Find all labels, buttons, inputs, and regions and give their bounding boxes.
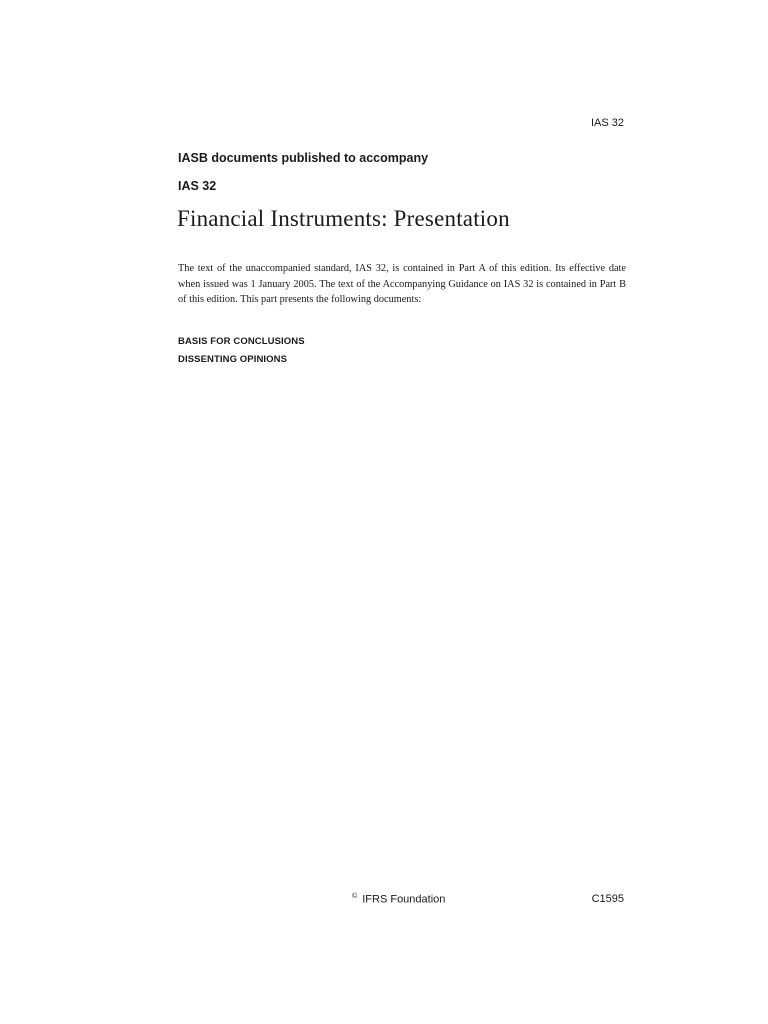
page-title: Financial Instruments: Presentation bbox=[177, 206, 510, 231]
copyright-symbol: © bbox=[352, 893, 358, 900]
running-head: IAS 32 bbox=[590, 117, 624, 129]
copyright-text: IFRS Foundation bbox=[362, 893, 446, 906]
intro-line: IASB documents published to accompany bbox=[178, 151, 429, 165]
footer-copyright bbox=[352, 893, 445, 906]
standard-code: IAS 32 bbox=[178, 179, 217, 193]
list-item-basis-for-conclusions: BASIS FOR CONCLUSIONS bbox=[178, 336, 305, 347]
documents-list bbox=[178, 333, 305, 369]
page-number: C1595 bbox=[591, 893, 624, 905]
body-paragraph: The text of the unaccompanied standard, IAS 32, is contained in Part A of this edition. Its effective date when issued was 1 January 2005. The text of the Accompanying Guidance on IAS 32 is contained in Part B of this edition. This part presents the following documents: bbox=[178, 263, 626, 305]
list-item-dissenting-opinions: DISSENTING OPINIONS bbox=[178, 354, 288, 365]
